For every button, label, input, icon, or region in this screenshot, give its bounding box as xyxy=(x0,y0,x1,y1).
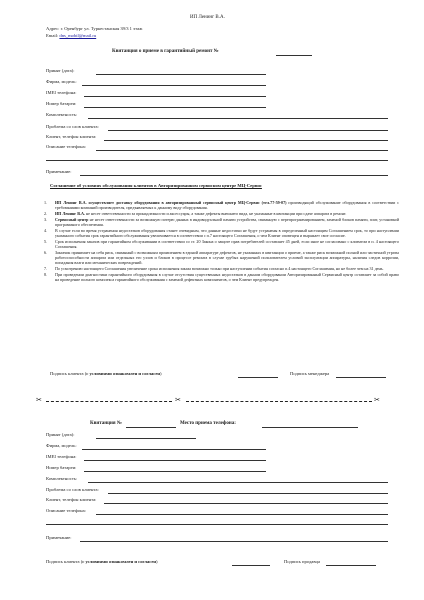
tearoff-label-kit: Комплектность: xyxy=(46,476,78,481)
tearoff-receipt-label: Квитанция № xyxy=(90,421,122,426)
field-label-problem: Проблема со слов клиента: xyxy=(46,124,99,129)
field-line-problem[interactable] xyxy=(108,130,388,131)
field-label-date: Принят (дата): xyxy=(46,68,75,73)
manager-signature-label: Подпись менеджера xyxy=(290,371,330,376)
client-signature-label: Подпись клиента (с условиями ознакомлен и согласен) xyxy=(50,371,162,376)
field-line-kit[interactable] xyxy=(88,118,388,119)
field-label-imei: IMEI телефона: xyxy=(46,90,77,95)
field-label-note: Примечание: xyxy=(46,169,72,174)
tearoff-label-problem: Проблема со слов клиента: xyxy=(46,487,99,492)
field-label-description: Описание телефона: xyxy=(46,144,86,149)
field-line-description[interactable] xyxy=(96,150,388,151)
tearoff-line-description-2[interactable] xyxy=(46,524,388,525)
tearoff-client-signature-line[interactable] xyxy=(232,565,270,566)
tearoff-line-note[interactable] xyxy=(80,541,388,542)
term-item: 6. Заказчик принимает на себя риск, связанный с возможным проявлением в единой аппаратуре дефектов, не указанных в квитанции о приеме, а также риск возможной полной или частичной утраты работоспособности аппарата или отдельных его узлов и блоков в процессе ремонта в случае грубых нарушений пользователем условий эксплуатации аппаратуры, наличия следов коррозии, попадания влаги или механических повреждений. xyxy=(44,249,399,266)
tearoff-label-date: Принят (дата): xyxy=(46,432,75,437)
term-item: 8. При проведении диагностики гарантийного оборудования в случае отсутствия существенных недостатков в данном оборудовании Авторизированный Сервисный центр оставляет за собой право на проведение полного комплекса гарантийного обслуживания с заменой дефектных компонентов, о чем Клиент предупрежден. xyxy=(44,271,399,282)
tearoff-line-imei[interactable] xyxy=(84,460,266,461)
tearoff-label-description: Описание телефона: xyxy=(46,508,86,513)
field-line-date[interactable] xyxy=(96,74,266,75)
agreement-title: Соглашение об условиях обслуживания клиентов в Авторизированном сервисном центре МЦ-Сервис xyxy=(50,183,262,188)
field-line-description-2[interactable] xyxy=(46,160,388,161)
tearoff-label-client: Клиент, телефон клиента: xyxy=(46,497,97,502)
tearoff-line-kit[interactable] xyxy=(88,482,388,483)
manager-signature-line[interactable] xyxy=(336,377,386,378)
cut-line-right xyxy=(186,401,372,402)
term-item: 5. Срок исполнения заказов при гарантийном обслуживании в соответствии со ст. 20 Закона о защите прав потребителей составляет 45 дней, если иное не согласовано с клиентом в п. 4 настоящего Соглашения. xyxy=(44,238,399,249)
tearoff-place-label: Место приема телефона: xyxy=(180,421,236,426)
field-line-imei[interactable] xyxy=(84,96,266,97)
email-link[interactable]: dns_mobil@mail.ru xyxy=(59,33,97,38)
field-line-model[interactable] xyxy=(82,85,266,86)
field-line-client[interactable] xyxy=(104,140,388,141)
tearoff-line-client[interactable] xyxy=(104,503,388,504)
scissors-icon: ✂ xyxy=(374,396,380,404)
tearoff-line-date[interactable] xyxy=(96,438,196,439)
tearoff-label-model: Фирма, модель: xyxy=(46,443,77,448)
field-label-kit: Комплектность: xyxy=(46,112,78,117)
client-signature-line[interactable] xyxy=(238,377,278,378)
receipt-number-line[interactable] xyxy=(276,55,312,56)
tearoff-seller-signature-line[interactable] xyxy=(326,565,376,566)
tearoff-line-battery[interactable] xyxy=(84,471,266,472)
field-line-battery[interactable] xyxy=(84,107,266,108)
field-label-model: Фирма, модель: xyxy=(46,79,77,84)
receipt-title: Квитанция о приеме в гарантийный ремонт № xyxy=(112,49,219,54)
tearoff-seller-signature-label: Подпись продавца xyxy=(284,559,320,564)
tearoff-label-battery: Номер батареи: xyxy=(46,465,77,470)
tearoff-receipt-number-line[interactable] xyxy=(126,427,176,428)
term-item: 4. В случае если во время устранения недостатков оборудования станет очевидным, что данные недостатки не будут устранены в определенный настоящим Соглашением срок, то при наступлении указанного события срок гарантийного обслуживания увеличивается в соответствии с п.7 настоящего Соглашения, о чем Клиент оповещен и выражает свое согласие. xyxy=(44,227,399,238)
field-line-note[interactable] xyxy=(80,175,388,176)
field-label-battery: Номер батареи: xyxy=(46,101,77,106)
term-item: 1. ИП Ленинг В.А. осуществляет доставку оборудования в авторизированный сервисный центр МЦ-Сервис (тел.77-59-07) производящий обслуживание оборудования в соответствии с требованиями компаний производителя, предъявляемых к данному виду оборудования. xyxy=(44,200,399,211)
scissors-icon: ✂ xyxy=(36,396,42,404)
agreement-terms xyxy=(44,200,400,283)
tearoff-label-note: Примечание: xyxy=(46,535,72,540)
cut-line-left xyxy=(46,401,172,402)
email-prefix: Email: xyxy=(46,33,60,38)
scissors-icon: ✂ xyxy=(175,396,181,404)
tearoff-line-description[interactable] xyxy=(96,514,388,515)
company-email-line xyxy=(46,33,96,39)
company-name: ИП Ленинг В.А. xyxy=(190,15,225,20)
tearoff-client-signature-label: Подпись клиента (с условиями ознакомлен и согласен) xyxy=(46,559,158,564)
tearoff-place-line[interactable] xyxy=(262,427,358,428)
term-item: 7. По усмотрению настоящего Соглашения увеличение срока исполнения заказа возможно только при наступлении события согласно п.4 настоящего Соглашения, но не более чем на 31 день. xyxy=(44,266,384,271)
field-label-client: Клиент, телефон клиента: xyxy=(46,134,97,139)
tearoff-line-model[interactable] xyxy=(82,449,266,450)
term-item: 3. Сервисный центр не несет ответственности за возможную потерю данных в индивидуальной памяти устройства, связанную с перепрограммированием, заменой блоков памяти, плат, установкой программного обеспечения. xyxy=(44,216,400,227)
company-address: Адрес: г. Оренбург ул. Туркестанская 39/3 1 этаж xyxy=(46,26,143,31)
tearoff-label-imei: IMEI телефона: xyxy=(46,454,77,459)
tearoff-line-problem[interactable] xyxy=(108,493,388,494)
term-item: 2. ИП Ленинг В.А. не несет ответственности за принадлежности и аксессуары, а также дефекты внешнего вида, не указанные в квитанции при сдаче аппарата в ремонт. xyxy=(44,211,347,216)
